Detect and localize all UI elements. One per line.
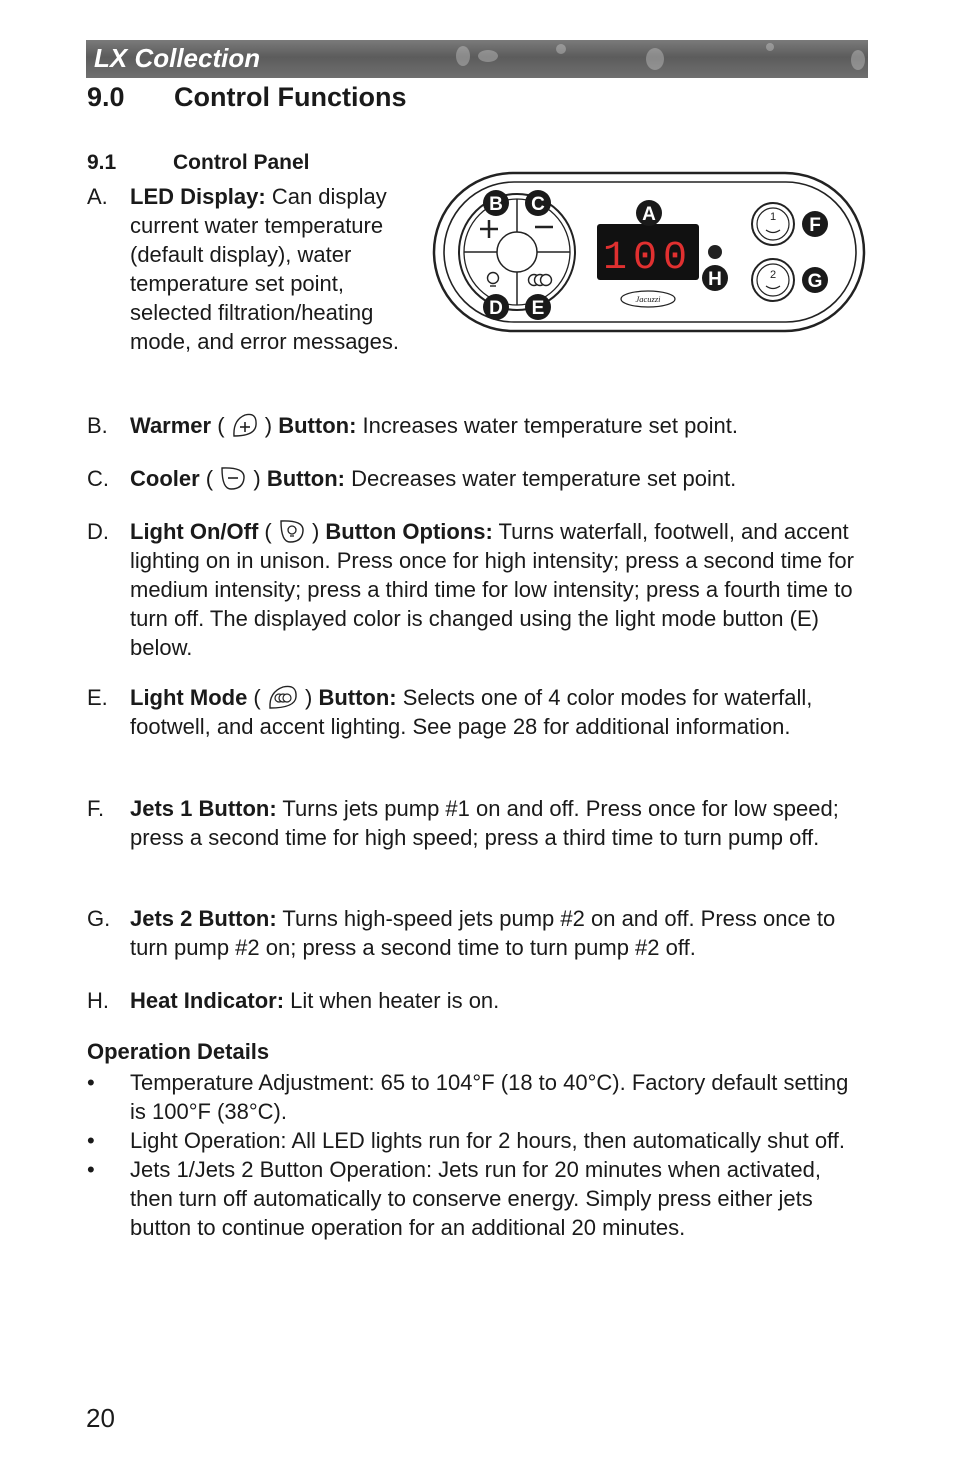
callout-H: [702, 265, 728, 291]
item-label: Cooler: [130, 466, 200, 491]
heat-indicator-led: [708, 245, 722, 259]
svg-text:G: G: [807, 271, 823, 292]
list-item: • Light Operation: All LED lights run for 2 hours, then automatically shut off.: [87, 1128, 845, 1153]
operation-details-heading: Operation Details: [87, 1039, 270, 1064]
item-letter: A.: [87, 184, 108, 209]
callout-E: [525, 294, 551, 320]
callout-D: [483, 294, 509, 320]
subsection-number: 9.1: [87, 151, 117, 174]
subsection-title-text: Control Panel: [173, 151, 310, 174]
jets-1-label: 1: [769, 211, 777, 223]
item-light-on-off: D. Light On/Off ( ) Button Options: Turns waterfall, footwell, and accent lighting on in unison. Press once for high intensity; press a second time for medium intensity; press a third time for low intensity; press a fourth time to turn off. The displayed color is changed using the light mode button (E) below.: [87, 519, 854, 660]
item-letter: E.: [87, 685, 108, 710]
callout-G: [802, 267, 828, 293]
jacuzzi-logo: Jacuzzi: [635, 294, 661, 304]
item-light-mode: E. Light Mode ( ) Button: Selects one of 4 color modes for waterfall, footwell, and accent lighting. See page 28 for additional information.: [87, 685, 813, 739]
svg-text:E: E: [531, 298, 545, 319]
item-letter: D.: [87, 519, 109, 544]
bullet: •: [87, 1157, 95, 1182]
item-text: Can display current water temperature (default display), water temperature set point, selected filtration/heating mode, and error messages.: [130, 184, 400, 354]
bullet: •: [87, 1070, 95, 1095]
svg-text:A: A: [642, 204, 656, 225]
item-text: Decreases water temperature set point.: [345, 466, 737, 491]
item-text: Increases water temperature set point.: [356, 413, 738, 438]
list-item: • Temperature Adjustment: 65 to 104°F (18 to 40°C). Factory default setting is 100°F (38°C).: [87, 1070, 849, 1124]
section-title: [87, 82, 406, 113]
svg-text:F: F: [809, 215, 821, 236]
callout-A: [636, 200, 662, 226]
item-letter: G.: [87, 906, 111, 931]
section-number: 9.0: [87, 82, 125, 112]
item-heat-indicator: [87, 986, 867, 1015]
item-warmer: B. Warmer ( ) Button: Increases water temperature set point.: [87, 413, 738, 438]
callout-B: [483, 190, 509, 216]
item-letter: B.: [87, 413, 108, 438]
item-text: Turns waterfall, footwell, and accent lighting on in unison. Press once for high intensity; press a second time for medium intensity; press a third time for low intensity; press a fourth time to turn off. The displayed color is changed using the light mode button (E) below.: [130, 519, 854, 660]
control-panel-diagram: [432, 170, 868, 336]
item-after: Button Options:: [325, 519, 493, 544]
operation-details-list: [87, 1068, 867, 1242]
item-letter: F.: [87, 796, 105, 821]
section-title-text: Control Functions: [174, 82, 407, 112]
item-label: LED Display:: [130, 184, 266, 209]
svg-text:B: B: [489, 194, 503, 215]
light-bulb-icon: [278, 518, 306, 544]
svg-text:H: H: [708, 269, 722, 290]
bullet: •: [87, 1128, 95, 1153]
item-label: Warmer: [130, 413, 212, 438]
item-label: Jets 1 Button:: [130, 796, 277, 821]
svg-text:D: D: [489, 298, 503, 319]
item-label: Light Mode: [130, 685, 248, 710]
led-display-value: 100: [602, 236, 694, 281]
item-text: Selects one of 4 color modes for waterfall, footwell, and accent lighting. See page 28 for additional information.: [130, 685, 813, 739]
jets-1-button[interactable]: [752, 203, 794, 245]
list-item: • Jets 1/Jets 2 Button Operation: Jets run for 20 minutes when activated, then turn off automatically to conserve energy. Simply press either jets button to continue operation for an additional 20 minutes.: [87, 1157, 821, 1240]
jets-2-button[interactable]: [752, 259, 794, 301]
subsection-title: [87, 151, 310, 175]
cooler-minus-icon: [219, 465, 247, 491]
item-jets-2: [87, 904, 867, 962]
button-cluster: [459, 194, 575, 310]
item-after: Button:: [266, 466, 345, 491]
jets-2-label: 2: [769, 269, 777, 281]
item-after: Button:: [318, 685, 397, 710]
item-jets-1: [87, 794, 867, 852]
item-after: Button:: [278, 413, 357, 438]
item-letter: C.: [87, 466, 109, 491]
item-label: Light On/Off: [130, 519, 259, 544]
item-letter: H.: [87, 988, 109, 1013]
item-text: Turns high-speed jets pump #2 on and off. Press once to turn pump #2 on; press a second time to turn pump #2 off.: [130, 906, 836, 960]
item-cooler: C. Cooler ( ) Button: Decreases water temperature set point.: [87, 466, 737, 491]
item-label: Jets 2 Button:: [130, 906, 277, 931]
light-mode-icon: [267, 684, 299, 710]
svg-text:C: C: [531, 194, 545, 215]
page-number: 20: [86, 1403, 115, 1433]
header-band: [86, 40, 868, 78]
item-text: Lit when heater is on.: [284, 988, 500, 1013]
item-label: Heat Indicator:: [130, 988, 285, 1013]
item-text: Turns jets pump #1 on and off. Press once for low speed; press a second time for high speed; press a third time to turn pump off.: [130, 796, 839, 850]
item-led-display: [87, 182, 427, 356]
collection-title: LX Collection: [94, 43, 261, 73]
callout-C: [525, 190, 551, 216]
warmer-plus-icon: [231, 412, 259, 438]
callout-F: [802, 211, 828, 237]
